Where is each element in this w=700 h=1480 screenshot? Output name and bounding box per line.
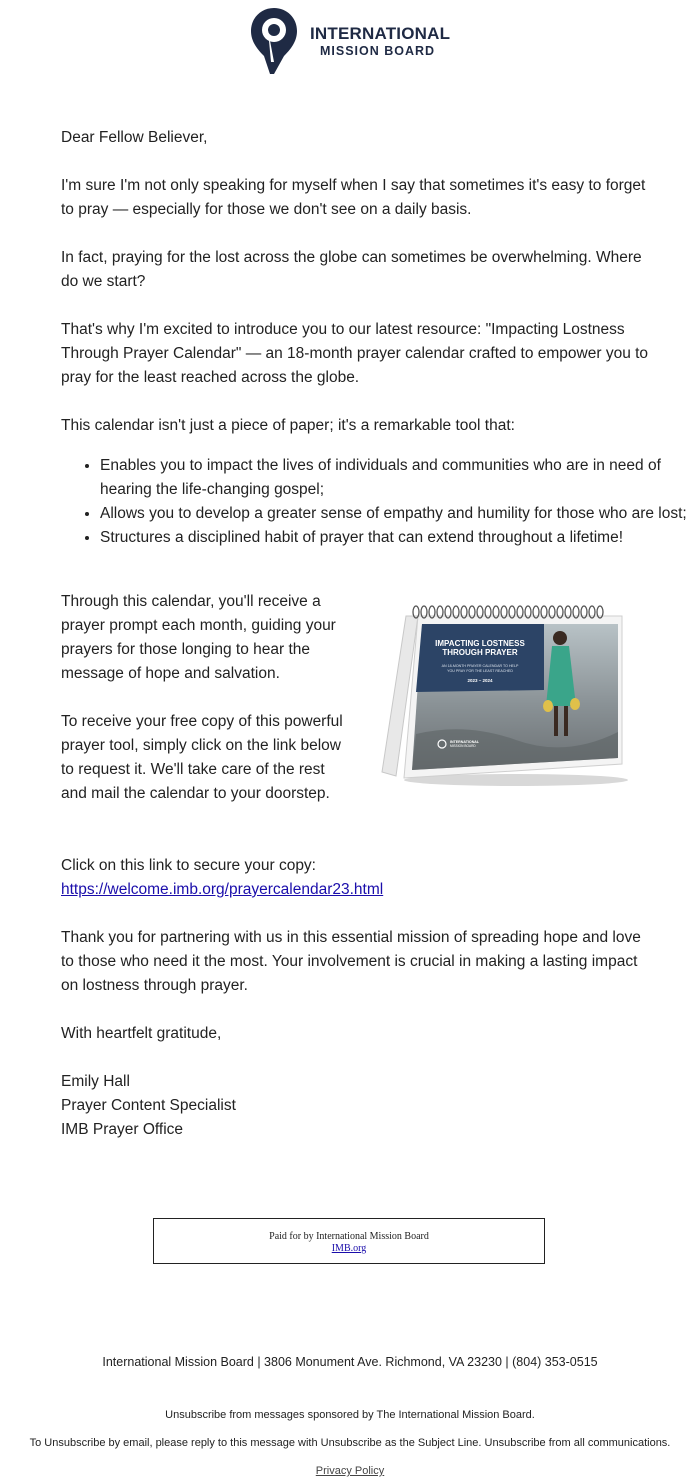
signature [61,1070,651,1142]
calendar-title-line2: THROUGH PRAYER [442,648,518,657]
paid-for-text: Paid for by International Mission Board [269,1231,429,1242]
unsubscribe-email-text[interactable]: To Unsubscribe by email, please reply to this message with Unsubscribe as the Subject Line. Unsubscribe from all communications. [29,1437,671,1449]
calendar-subtitle-line1: AN 18-MONTH PRAYER CALENDAR TO HELP [441,664,519,668]
imb-logo[interactable] [250,6,460,76]
paid-for-box [153,1218,545,1264]
calendar-logo-line1: INTERNATIONAL [450,740,480,744]
prayer-calendar-image[interactable] [376,594,628,794]
paragraph-tool: This calendar isn't just a piece of paper; it's a remarkable tool that: [61,417,515,434]
list-item: • Enables you to impact the lives of individuals and communities who are in need of hearing the life-changing gospel; [100,454,690,502]
privacy-policy [0,1465,700,1477]
list-item: • Structures a disciplined habit of prayer that can extend throughout a lifetime! [100,526,690,550]
signature-name: Emily Hall [61,1073,130,1090]
calendar-title-line1: IMPACTING LOSTNESS [435,639,525,648]
paragraph-resource: That's why I'm excited to introduce you to our latest resource: "Impacting Lostness Through Prayer Calendar" — an 18-month prayer calendar crafted to empower you to pray for the least reached across the globe. [61,321,649,386]
prayer-calendar-link[interactable]: https://welcome.imb.org/prayercalendar23.html [61,881,384,898]
benefits-list [61,454,690,550]
paragraph-link [61,854,384,902]
logo-text-line2: MISSION BOARD [320,43,436,58]
calendar-logo-line2: MISSION BOARD [450,744,476,748]
greeting: Dear Fellow Believer, [61,129,208,146]
list-item: • Allows you to develop a greater sense of empathy and humility for those who are lost; [100,502,690,526]
paragraph-intro: I'm sure I'm not only speaking for myself when I say that sometimes it's easy to forget to pray — especially for those we don't see on a daily basis. [61,177,646,218]
paragraph-free-copy: To receive your free copy of this powerful prayer tool, simply click on the link below to request it. We'll take care of the rest and mail the calendar to your doorstep. [61,713,343,802]
map-pin-icon [250,6,298,76]
signature-title: Prayer Content Specialist [61,1097,236,1114]
imb-org-link[interactable]: IMB.org [331,1243,367,1254]
paragraph-thank-you: Thank you for partnering with us in this essential mission of spreading hope and love to those who need it the most. Your involvement is crucial in making a lasting impact on lostness through prayer. [61,929,641,994]
paragraph-closing: With heartfelt gratitude, [61,1025,222,1042]
calendar-years: 2023 – 2024 [467,678,493,683]
paragraph-overwhelming: In fact, praying for the lost across the globe can sometimes be overwhelming. Where do we start? [61,249,642,290]
paragraph-monthly-prompt: Through this calendar, you'll receive a prayer prompt each month, guiding your prayers for those longing to hear the message of hope and salvation. [61,593,336,682]
link-prefix: Click on this link to secure your copy: [61,857,316,874]
calendar-subtitle-line2: YOU PRAY FOR THE LEAST REACHED [447,669,513,673]
signature-office: IMB Prayer Office [61,1121,184,1138]
footer-address: International Mission Board | 3806 Monument Ave. Richmond, VA 23230 | (804) 353-0515 [102,1355,598,1369]
unsubscribe-sponsored-text[interactable]: Unsubscribe from messages sponsored by The International Mission Board. [165,1409,535,1421]
logo-text-line1: INTERNATIONAL [310,23,451,43]
privacy-policy-link[interactable]: Privacy Policy [315,1465,385,1477]
